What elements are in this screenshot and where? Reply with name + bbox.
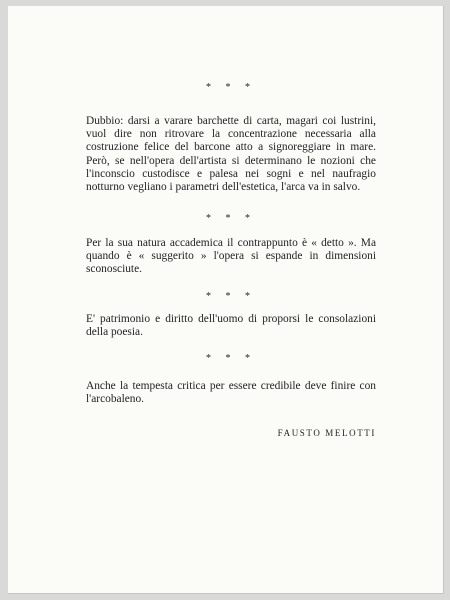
- section-separator: * * *: [206, 213, 256, 224]
- paragraph-4: Anche la tempesta critica per essere credibile deve finire con l'arcobaleno.: [86, 380, 376, 406]
- paragraph-1: Dubbio: darsi a varare barchette di carta, magari coi lustrini, vuol dire non ritrovare la concentrazione necessaria alla costruzione felice del barcone atto a signoreggiare in mare. Però, se nell'opera dell'artista si determinano le nozioni che l'inconscio custodisce e palesa nei sogni e nel naufragio notturno vegliano i parametri dell'estetica, l'arca va in salvo.: [86, 115, 376, 194]
- paragraph-2: Per la sua natura accademica il contrappunto è « detto ». Ma quando è « suggerito » l'opera si espande in dimensioni sconosciute.: [86, 237, 376, 276]
- section-separator: * * *: [206, 82, 256, 93]
- paragraph-3: E' patrimonio e diritto dell'uomo di proporsi le consolazioni della poesia.: [86, 313, 376, 339]
- section-separator: * * *: [206, 353, 256, 364]
- book-page: [8, 6, 444, 594]
- section-separator: * * *: [206, 291, 256, 302]
- author-signature: FAUSTO MELOTTI: [277, 428, 376, 438]
